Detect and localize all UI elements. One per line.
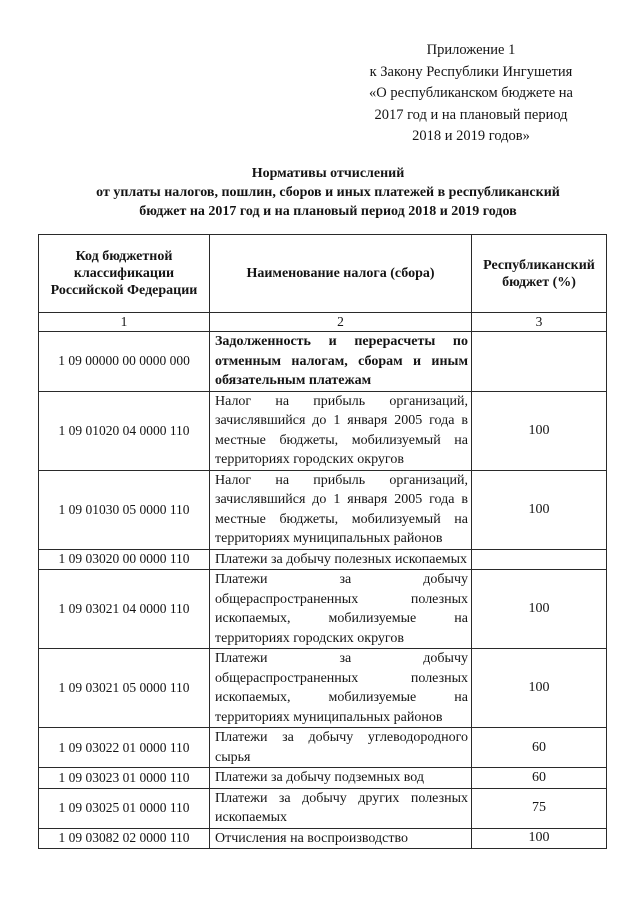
row-value: 100 <box>472 391 607 470</box>
row-code: 1 09 03023 01 0000 110 <box>39 768 210 789</box>
table-row <box>39 768 607 789</box>
row-code: 1 09 01020 04 0000 110 <box>39 391 210 470</box>
norms-table <box>38 234 607 849</box>
column-number: 1 <box>39 313 210 332</box>
title-line: бюджет на 2017 год и на плановый период 2018 и 2019 годов <box>139 204 517 219</box>
table-row <box>39 649 607 728</box>
row-code: 1 09 01030 05 0000 110 <box>39 470 210 549</box>
row-value: 75 <box>472 788 607 828</box>
table-row <box>39 570 607 649</box>
row-value: 100 <box>472 828 607 849</box>
row-code: 1 09 03022 01 0000 110 <box>39 728 210 768</box>
row-code: 1 09 00000 00 0000 000 <box>39 332 210 392</box>
row-value: 100 <box>472 470 607 549</box>
row-code: 1 09 03021 04 0000 110 <box>39 570 210 649</box>
row-name: Платежи за добычу других полезных ископаемых <box>210 788 472 828</box>
appendix-line: 2018 и 2019 годов» <box>412 128 530 144</box>
row-code: 1 09 03025 01 0000 110 <box>39 788 210 828</box>
row-name: Задолженность и перерасчеты по отменным налогам, сборам и иным обязательным платежам <box>210 332 472 392</box>
row-name: Налог на прибыль организаций, зачислявшийся до 1 января 2005 года в местные бюджеты, мобилизуемый на территориях муниципальных районов <box>210 470 472 549</box>
column-number: 2 <box>210 313 472 332</box>
row-name: Платежи за добычу полезных ископаемых <box>210 549 472 570</box>
table-row <box>39 470 607 549</box>
appendix-block <box>340 40 602 148</box>
table-row <box>39 788 607 828</box>
appendix-line: 2017 год и на плановый период <box>374 106 568 123</box>
title-line: Нормативы отчислений <box>251 166 405 181</box>
row-code: 1 09 03020 00 0000 110 <box>39 549 210 570</box>
table-row <box>39 549 607 570</box>
table-row <box>39 728 607 768</box>
column-number-row <box>39 313 607 332</box>
row-code: 1 09 03082 02 0000 110 <box>39 828 210 849</box>
row-name: Платежи за добычу углеводородного сырья <box>210 728 472 768</box>
row-name: Платежи за добычу подземных вод <box>210 768 472 789</box>
column-number: 3 <box>472 313 607 332</box>
row-value: 100 <box>472 570 607 649</box>
row-value <box>472 549 607 570</box>
row-name: Платежи за добычу общераспространенных полезных ископаемых, мобилизуемые на территориях муниципальных районов <box>210 649 472 728</box>
row-name: Платежи за добычу общераспространенных полезных ископаемых, мобилизуемые на территориях городских округов <box>210 570 472 649</box>
document-title <box>50 164 606 221</box>
row-name: Отчисления на воспроизводство <box>210 828 472 849</box>
table-row <box>39 828 607 849</box>
row-value <box>472 332 607 392</box>
appendix-line: «О республиканском бюджете на <box>369 85 573 101</box>
table-header-row <box>39 235 607 313</box>
row-value: 100 <box>472 649 607 728</box>
appendix-line: Приложение 1 <box>426 42 516 58</box>
table-row <box>39 391 607 470</box>
header-budget: Республиканский бюджет (%) <box>472 235 607 313</box>
row-name: Налог на прибыль организаций, зачислявшийся до 1 января 2005 года в местные бюджеты, мобилизуемый на территориях городских округов <box>210 391 472 470</box>
title-line: от уплаты налогов, пошлин, сборов и иных платежей в республиканский <box>96 185 560 200</box>
row-code: 1 09 03021 05 0000 110 <box>39 649 210 728</box>
row-value: 60 <box>472 728 607 768</box>
table-row <box>39 332 607 392</box>
appendix-line: к Закону Республики Ингушетия <box>369 63 573 80</box>
table-body <box>39 332 607 849</box>
header-name: Наименование налога (сбора) <box>210 235 472 313</box>
row-value: 60 <box>472 768 607 789</box>
header-code: Код бюджетной классификации Российской Федерации <box>39 235 210 313</box>
